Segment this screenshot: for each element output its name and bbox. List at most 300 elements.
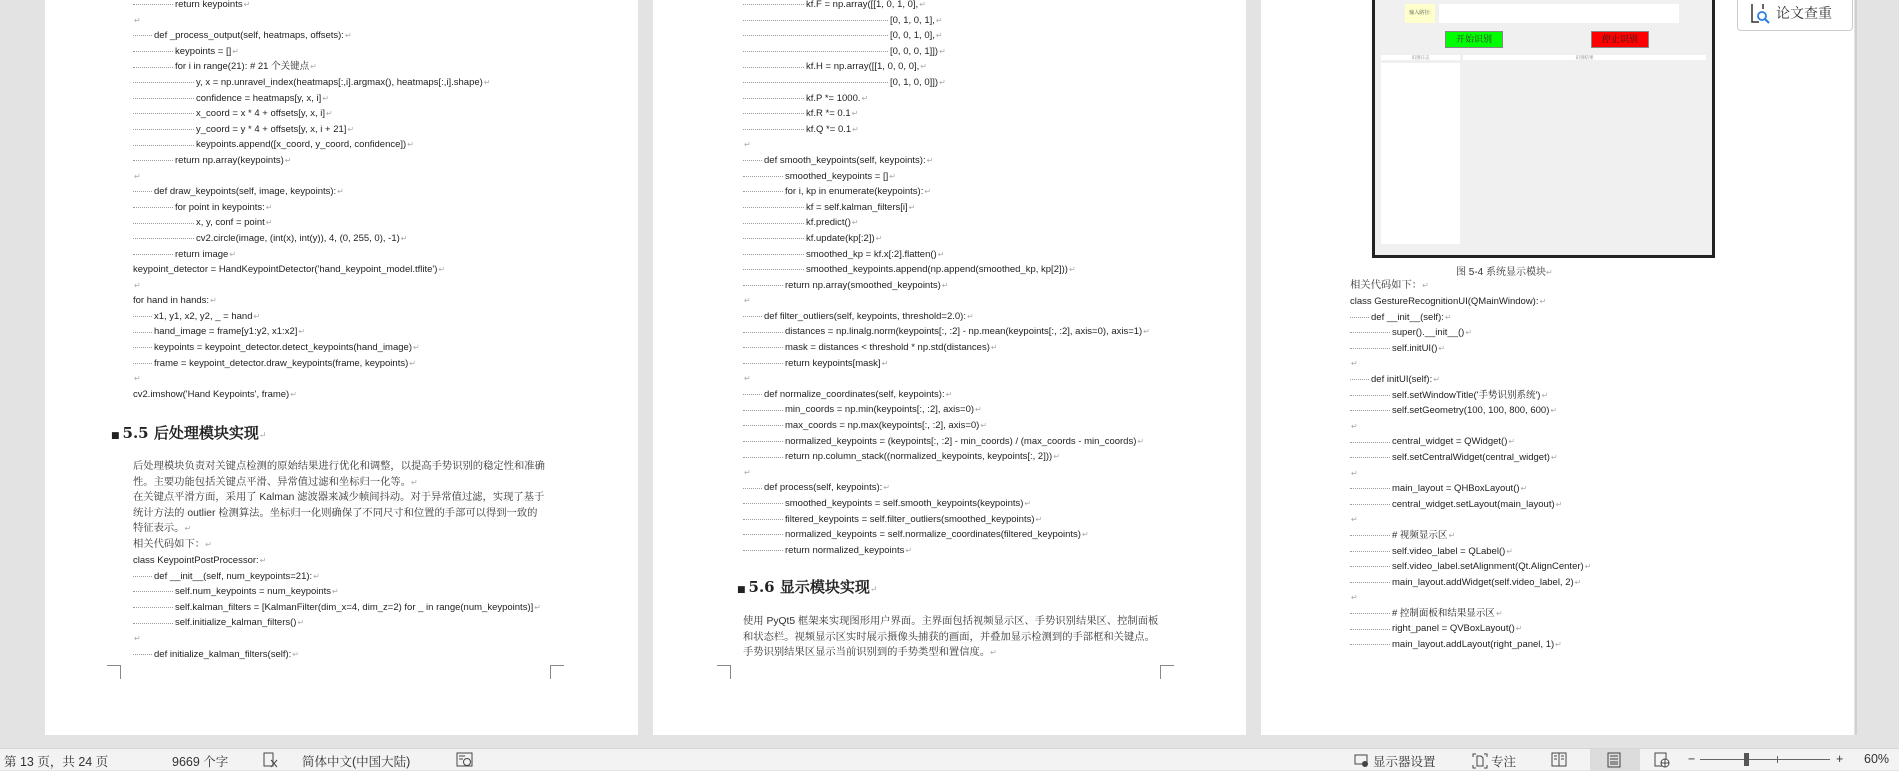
code-text: frame = keypoint_detector.draw_keypoints(frame, keypoints) — [154, 357, 409, 369]
indent-marker — [133, 35, 152, 36]
code-text: smoothed_kp = kf.x[:2].flatten() — [806, 248, 937, 260]
code-text: self.initialize_kalman_filters() — [175, 617, 297, 629]
code-text: central_widget.setLayout(main_layout) — [1392, 498, 1555, 510]
indent-marker — [133, 576, 152, 577]
paragraph-line: 特征表示。 ↵ — [133, 521, 563, 537]
code-text: main_layout = QHBoxLayout() — [1392, 483, 1520, 495]
code-text: keypoints.append([x_coord, y_coord, confidence]) — [196, 139, 407, 151]
code-line — [133, 647, 541, 663]
code-text: smoothed_keypoints.append(np.append(smoothed_kp, kp[2])) — [806, 264, 1068, 276]
code-line — [743, 512, 1150, 528]
code-line — [1350, 372, 1591, 388]
paragraph-line: 在关键点平滑方面，采用了 Kalman 滤波器来减少帧间抖动。对于异常值过滤，实现了基于 — [133, 492, 545, 504]
code-text: kf.update(kp[:2]) — [806, 232, 875, 244]
code-text: confidence = heatmaps[y, x, i] — [196, 92, 322, 104]
body-paragraph — [743, 614, 1173, 661]
empty-line — [1350, 466, 1591, 482]
heading-title: 显示模块实现 — [779, 578, 870, 596]
indent-marker — [743, 98, 804, 99]
code-text: kf.R *= 0.1 — [806, 108, 851, 120]
code-line — [1350, 528, 1591, 544]
indent-marker — [743, 129, 804, 130]
read-mode-icon — [1551, 752, 1567, 767]
code-text: kf = self.kalman_filters[i] — [806, 201, 908, 213]
indent-marker — [743, 519, 783, 520]
code-text: x_coord = x * 4 + offsets[y, x, i] — [196, 108, 326, 120]
code-line — [133, 231, 491, 247]
code-line — [133, 75, 491, 91]
figure-log-box — [1381, 63, 1460, 244]
indent-marker — [1350, 332, 1390, 333]
code-line — [743, 278, 1150, 294]
code-text: filtered_keypoints = self.filter_outliers(smoothed_keypoints) — [785, 513, 1035, 525]
duplicate-check-button[interactable] — [1737, 0, 1853, 31]
code-line — [133, 106, 491, 122]
indent-marker — [1350, 613, 1390, 614]
code-line — [1350, 450, 1591, 466]
code-block — [743, 0, 1150, 558]
empty-line — [133, 169, 491, 185]
code-text: main_layout.addLayout(right_panel, 1) — [1392, 639, 1555, 651]
paragraph-line: 统计方法的 outlier 检测算法。坐标归一化则确保了不同尺寸和位置的手部可以得到一致的 — [133, 507, 538, 519]
indent-marker — [1350, 566, 1390, 567]
code-line — [133, 247, 491, 263]
indent-marker — [743, 488, 762, 489]
code-text: def initialize_kalman_filters(self): — [154, 648, 292, 660]
code-text: keypoints = [] — [175, 45, 232, 57]
code-text: distances = np.linalg.norm(keypoints[:, :2] - np.mean(keypoints[:, :2], axis=0), axis=1) — [785, 326, 1143, 338]
empty-line — [133, 631, 541, 647]
paragraph-line: 后处理模块负责对关键点检测的原始结果进行优化和调整，以提高手势识别的稳定性和准确 — [133, 461, 545, 472]
indent-marker — [743, 550, 783, 551]
empty-line — [1350, 590, 1591, 606]
code-line — [743, 324, 1150, 340]
code-line — [1350, 325, 1591, 341]
empty-line — [133, 371, 491, 387]
code-text: def initUI(self): — [1371, 373, 1433, 385]
indent-marker — [743, 285, 783, 286]
code-text: # 控制面板和结果显示区 — [1392, 607, 1495, 619]
indent-marker — [133, 223, 194, 224]
indent-marker — [133, 607, 173, 608]
indent-marker — [133, 363, 152, 364]
print-layout-icon[interactable] — [1607, 752, 1621, 768]
code-line — [743, 75, 1150, 91]
indent-marker — [743, 316, 762, 317]
indent-marker — [133, 98, 194, 99]
code-line — [133, 340, 491, 356]
code-text: return np.array(keypoints) — [175, 154, 284, 166]
code-text: mask = distances < threshold * np.std(distances) — [785, 342, 990, 354]
indent-marker — [743, 254, 804, 255]
indent-marker — [133, 591, 173, 592]
margin-mark — [107, 665, 121, 679]
indent-marker — [133, 623, 173, 624]
code-line — [743, 356, 1150, 372]
document-page-14 — [653, 0, 1246, 735]
indent-marker — [743, 534, 783, 535]
code-line — [1350, 310, 1591, 326]
code-line — [133, 324, 491, 340]
code-block — [133, 553, 541, 662]
indent-marker — [743, 223, 804, 224]
code-text: class GestureRecognitionUI(QMainWindow): — [1350, 296, 1539, 307]
code-line — [743, 402, 1150, 418]
indent-marker — [133, 145, 194, 146]
code-text: return np.column_stack((normalized_keypoints, keypoints[:, 2])) — [785, 451, 1053, 463]
page-count[interactable]: 第 13 页，共 24 页 — [4, 755, 109, 769]
indent-marker — [133, 82, 194, 83]
code-block — [1350, 294, 1591, 653]
indent-marker — [133, 51, 173, 52]
code-text: def _process_output(self, heatmaps, offsets): — [154, 30, 344, 42]
code-line — [133, 584, 541, 600]
indent-marker — [1350, 488, 1390, 489]
code-text: normalized_keypoints = self.normalize_coordinates(filtered_keypoints) — [785, 529, 1081, 541]
code-text: kf.Q *= 0.1 — [806, 123, 852, 135]
figure-log-label: 识别日志 — [1381, 55, 1460, 60]
indent-marker — [743, 441, 783, 442]
empty-line — [1350, 356, 1591, 372]
web-layout-button[interactable] — [1654, 752, 1670, 768]
code-line — [1350, 606, 1591, 622]
code-text: for point in keypoints: — [175, 201, 265, 213]
code-text: class KeypointPostProcessor: — [133, 555, 259, 566]
code-text: self.num_keypoints = num_keypoints — [175, 586, 332, 598]
indent-marker — [133, 67, 173, 68]
figure-input-label: 输入路径: — [1405, 4, 1435, 23]
figure-result-label: 识别结果 — [1463, 55, 1706, 60]
code-line — [743, 106, 1150, 122]
zoom-slider[interactable] — [1700, 759, 1830, 760]
status-bar — [0, 748, 1899, 770]
code-line — [133, 553, 541, 569]
indent-marker — [743, 35, 888, 36]
code-text: self.video_label.setAlignment(Qt.AlignCenter) — [1392, 561, 1584, 573]
code-block — [133, 0, 491, 402]
zoom-in-button[interactable]: + — [1836, 752, 1844, 766]
indent-marker — [743, 67, 804, 68]
code-text: return np.array(smoothed_keypoints) — [785, 279, 941, 291]
code-text: kf.P *= 1000. — [806, 92, 861, 104]
code-line — [743, 527, 1150, 543]
code-text: self.initUI() — [1392, 342, 1438, 354]
code-text: normalized_keypoints = (keypoints[:, :2] - min_coords) / (max_coords - min_coords) — [785, 435, 1137, 447]
indent-marker — [743, 363, 783, 364]
code-text: def __init__(self): — [1371, 311, 1444, 323]
code-line — [133, 600, 541, 616]
code-line — [743, 169, 1150, 185]
indent-marker — [1350, 395, 1390, 396]
code-line — [743, 215, 1150, 231]
indent-marker — [1350, 551, 1390, 552]
indent-marker — [743, 160, 762, 161]
code-line — [1350, 341, 1591, 357]
indent-marker — [1350, 410, 1390, 411]
code-line — [133, 0, 491, 13]
margin-mark — [717, 665, 731, 679]
indent-marker — [743, 20, 888, 21]
figure-start-button: 开始识别 — [1445, 31, 1503, 48]
indent-marker — [1350, 379, 1369, 380]
code-line — [133, 615, 541, 631]
code-text: right_panel = QVBoxLayout() — [1392, 623, 1515, 635]
zoom-level[interactable]: 60% — [1864, 752, 1890, 766]
indent-marker — [743, 176, 783, 177]
code-line — [743, 418, 1150, 434]
code-line — [133, 184, 491, 200]
indent-marker — [1350, 457, 1390, 458]
code-line — [133, 387, 491, 403]
code-text: self.video_label = QLabel() — [1392, 545, 1506, 557]
code-text: self.setGeometry(100, 100, 800, 600) — [1392, 405, 1550, 417]
indent-marker — [1350, 442, 1390, 443]
document-search-icon — [1749, 2, 1771, 24]
code-text: smoothed_keypoints = self.smooth_keypoints(keypoints) — [785, 498, 1024, 509]
code-text: for hand in hands: — [133, 295, 210, 307]
indent-marker — [743, 457, 783, 458]
empty-line — [743, 371, 1150, 387]
empty-line — [133, 278, 491, 294]
code-line — [743, 262, 1150, 278]
code-text: self.setWindowTitle('手势识别系统') — [1392, 389, 1541, 401]
code-text: [0, 0, 0, 1]]) — [890, 45, 939, 57]
indent-marker — [133, 254, 173, 255]
code-text: self.kalman_filters = [KalmanFilter(dim_x=4, dim_z=2) for _ in range(num_keypoints)] — [175, 601, 534, 613]
code-text: super().__init__() — [1392, 327, 1465, 339]
body-paragraph — [133, 459, 563, 553]
zoom-out-button[interactable]: − — [1688, 752, 1696, 766]
code-text: [0, 0, 1, 0], — [890, 30, 935, 42]
code-intro — [1350, 278, 1429, 294]
empty-line — [1350, 419, 1591, 435]
code-line — [133, 309, 491, 325]
code-text: def smooth_keypoints(self, keypoints): — [764, 154, 926, 166]
indent-marker — [743, 238, 804, 239]
indent-marker — [133, 316, 152, 317]
code-line — [133, 215, 491, 231]
indent-marker — [133, 129, 194, 130]
code-text: [0, 1, 0, 0]]) — [890, 76, 939, 88]
code-line — [1350, 621, 1591, 637]
paragraph-line: 手势识别结果区显示当前识别到的手势类型和置信度。 ↵ — [743, 645, 1173, 661]
code-text: central_widget = QWidget() — [1392, 436, 1508, 448]
paragraph-line: 相关代码如下： ↵ — [133, 537, 563, 553]
proofing-icon[interactable] — [263, 752, 279, 768]
code-line — [743, 543, 1150, 559]
code-line — [133, 122, 491, 138]
web-layout-icon — [1654, 752, 1670, 768]
code-text: def process(self, keypoints): — [764, 482, 883, 494]
code-line — [133, 293, 491, 309]
code-line — [743, 449, 1150, 465]
code-text: return keypoints — [175, 0, 243, 10]
code-line — [743, 496, 1150, 512]
figure-input-field — [1439, 4, 1679, 23]
figure-ui-screenshot — [1372, 0, 1715, 258]
code-line — [1350, 637, 1591, 653]
margin-mark — [550, 665, 564, 679]
indent-marker — [133, 347, 152, 348]
margin-mark — [1160, 665, 1174, 679]
indent-marker — [743, 207, 804, 208]
code-line — [1350, 575, 1591, 591]
code-line — [133, 262, 491, 278]
indent-marker — [133, 191, 152, 192]
code-text: def draw_keypoints(self, image, keypoints): — [154, 186, 337, 198]
indent-marker — [743, 191, 783, 192]
code-line — [743, 59, 1150, 75]
indent-marker — [1350, 644, 1390, 645]
code-line — [1350, 388, 1591, 404]
display-settings-label: 显示器设置 — [1373, 755, 1436, 769]
indent-marker — [743, 269, 804, 270]
code-line — [133, 59, 491, 75]
focus-label: 专注 — [1491, 755, 1517, 769]
code-line — [743, 309, 1150, 325]
document-page-15 — [1261, 0, 1854, 735]
code-line — [743, 122, 1150, 138]
code-text: min_coords = np.min(keypoints[:, :2], axis=0) — [785, 404, 975, 416]
indent-marker — [743, 503, 783, 504]
indent-marker — [743, 425, 783, 426]
code-text: smoothed_keypoints = [] — [785, 170, 889, 182]
page-edge — [1855, 0, 1857, 735]
indent-marker — [133, 113, 194, 114]
indent-marker — [743, 51, 888, 52]
code-line — [743, 28, 1150, 44]
code-line — [133, 153, 491, 169]
code-line — [1350, 294, 1591, 310]
indent-marker — [1350, 317, 1369, 318]
code-text: y, x = np.unravel_index(heatmaps[:,i].argmax(), heatmaps[:,i].shape) — [196, 76, 483, 88]
code-text: return image — [175, 248, 229, 260]
indent-marker — [743, 332, 783, 333]
paragraph-line: 性。主要功能包括关键点平滑、异常值过滤和坐标归一化等。 ↵ — [133, 475, 563, 491]
indent-marker — [1350, 582, 1390, 583]
indent-marker — [743, 82, 888, 83]
code-line — [1350, 559, 1591, 575]
code-line — [743, 231, 1150, 247]
focus-button[interactable] — [1472, 752, 1516, 770]
code-line — [743, 247, 1150, 263]
code-line — [743, 184, 1150, 200]
code-line — [743, 340, 1150, 356]
code-line — [743, 387, 1150, 403]
code-text: keypoints = keypoint_detector.detect_keypoints(hand_image) — [154, 342, 412, 354]
code-line — [1350, 497, 1591, 513]
paragraph-line: 和状态栏。视频显示区实时展示摄像头捕获的画面，并叠加显示检测到的手部框和关键点。 — [743, 631, 1155, 643]
focus-icon — [1472, 753, 1488, 769]
code-text: return normalized_keypoints — [785, 544, 905, 556]
empty-line — [743, 465, 1150, 481]
zoom-slider-tick — [1777, 756, 1778, 763]
figure-stop-button: 停止识别 — [1591, 31, 1649, 48]
section-heading-5-6: ■ 5.6 显示模块实现 ↵ — [737, 575, 877, 599]
word-count[interactable]: 9669 个字 — [172, 755, 229, 769]
code-line — [743, 0, 1150, 13]
indent-marker — [133, 207, 173, 208]
code-text: kf.F = np.array([[1, 0, 1, 0], — [806, 0, 919, 10]
empty-line — [743, 293, 1150, 309]
indent-marker — [743, 394, 762, 395]
intro-text: 相关代码如下： ↵ — [1350, 280, 1429, 291]
code-line — [743, 153, 1150, 169]
code-line — [1350, 481, 1591, 497]
code-text: [0, 1, 0, 1], — [890, 14, 935, 26]
indent-marker — [1350, 535, 1390, 536]
empty-line — [743, 137, 1150, 153]
code-text: x, y, conf = point — [196, 217, 265, 229]
code-text: for i, kp in enumerate(keypoints): — [785, 186, 924, 198]
heading-number: 5.5 — [122, 424, 149, 442]
indent-marker — [133, 654, 152, 655]
code-line — [133, 91, 491, 107]
read-mode-button[interactable] — [1551, 752, 1567, 767]
document-page-13 — [45, 0, 638, 735]
code-text: def __init__(self, num_keypoints=21): — [154, 570, 313, 582]
accessibility-icon[interactable] — [456, 752, 473, 768]
indent-marker — [743, 4, 804, 5]
code-line — [743, 44, 1150, 60]
language[interactable]: 简体中文(中国大陆) — [302, 755, 411, 769]
code-text: def normalize_coordinates(self, keypoints): — [764, 388, 945, 400]
code-text: keypoint_detector = HandKeypointDetector('hand_keypoint_model.tflite') — [133, 264, 438, 276]
code-text: # 视频显示区 — [1392, 529, 1448, 541]
code-line — [743, 91, 1150, 107]
code-line — [133, 200, 491, 216]
heading-title: 后处理模块实现 — [153, 424, 259, 442]
code-text: return keypoints[mask] — [785, 357, 881, 369]
duplicate-check-label: 论文查重 — [1776, 4, 1832, 21]
code-text: cv2.circle(image, (int(x), int(y)), 4, (0, 255, 0), -1) — [196, 232, 400, 244]
code-text: y_coord = y * 4 + offsets[y, x, i + 21] — [196, 123, 347, 135]
indent-marker — [1350, 348, 1390, 349]
code-text: max_coords = np.max(keypoints[:, :2], axis=0) — [785, 420, 980, 432]
code-line — [133, 137, 491, 153]
display-settings-icon — [1354, 754, 1370, 768]
code-line — [133, 44, 491, 60]
code-line — [133, 356, 491, 372]
indent-marker — [133, 332, 152, 333]
indent-marker — [133, 238, 194, 239]
code-text: for i in range(21): # 21 个关键点 — [175, 61, 310, 73]
code-text: self.setCentralWidget(central_widget) — [1392, 451, 1550, 463]
code-text: cv2.imshow('Hand Keypoints', frame) — [133, 388, 290, 400]
code-line — [743, 200, 1150, 216]
code-text: hand_image = frame[y1:y2, x1:x2] — [154, 326, 298, 338]
display-settings-button[interactable] — [1354, 752, 1436, 770]
code-text: def filter_outliers(self, keypoints, threshold=2.0): — [764, 310, 966, 322]
empty-line — [133, 13, 491, 29]
zoom-slider-thumb[interactable] — [1744, 753, 1749, 766]
code-line — [1350, 434, 1591, 450]
indent-marker — [1350, 629, 1390, 630]
indent-marker — [133, 4, 173, 5]
indent-marker — [133, 160, 173, 161]
code-text: main_layout.addWidget(self.video_label, 2) — [1392, 576, 1574, 588]
section-heading-5-5: ■ 5.5 后处理模块实现 ↵ — [111, 421, 266, 445]
code-text: x1, y1, x2, y2, _ = hand — [154, 310, 253, 322]
empty-line — [1350, 512, 1591, 528]
indent-marker — [743, 410, 783, 411]
heading-number: 5.6 — [748, 578, 775, 596]
code-line — [133, 569, 541, 585]
figure-caption: 图 5-4 系统显示模块 ↵ — [1456, 263, 1553, 278]
code-line — [743, 480, 1150, 496]
indent-marker — [1350, 504, 1390, 505]
code-line — [133, 28, 491, 44]
